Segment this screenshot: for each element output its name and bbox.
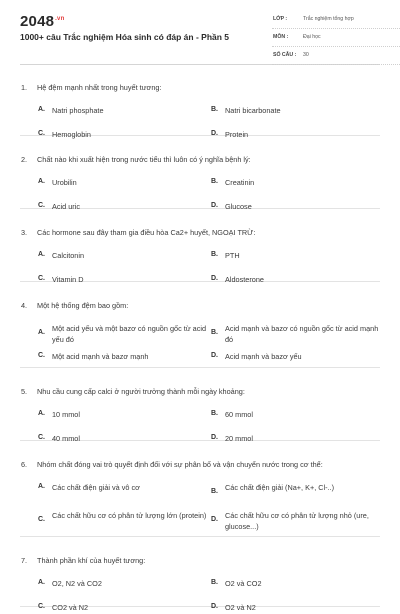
option-letter: C. [38,434,45,441]
option-letter: A. [38,106,45,113]
option-text: Vitamin D [52,275,84,284]
option-letter: D. [211,603,218,610]
question-number: 4. [21,301,28,310]
option-text: 60 mmol [225,410,253,419]
question-4 [20,282,380,368]
option-text: Các chất điện giải (Na+, K+, Cl-..) [225,483,335,492]
option-text: Protein [225,130,249,139]
option-text: Natri bicarbonate [225,106,281,115]
question-number: 3. [21,228,28,237]
meta-value: Trắc nghiệm tổng hợp [303,16,354,22]
option-letter: B. [211,178,218,185]
question-label: Một hệ thống đệm bao gồm: [37,301,129,310]
option-text: Calcitonin [52,251,85,260]
question-number: 7. [21,556,28,565]
question-7 [20,537,380,612]
option-text: Các chất hữu cơ có phân tử lượng lớn (protein) [52,511,207,520]
option-text: Creatinin [225,178,255,187]
question-number: 2. [21,155,28,164]
question-text [21,228,255,237]
option-letter: B. [211,106,218,113]
option-letter: D. [211,352,218,359]
question-text [21,83,161,92]
question-list [20,64,380,612]
option-letter: A. [38,483,45,490]
option-text: Acid uric [52,202,80,211]
option-text: Aldosterone [225,275,264,284]
option-letter: B. [211,579,218,586]
option-letter: B. [211,329,218,336]
option-letter: A. [38,178,45,185]
option-text: 10 mmol [52,410,80,419]
option-text: 20 mmol [225,434,253,443]
question-number: 1. [21,83,28,92]
question-3 [20,209,380,282]
document-header [20,0,380,65]
site-logo[interactable]: $2048^{.vn}$ [20,13,65,30]
question-label: Chất nào khi xuất hiện trong nước tiểu thì luôn có ý nghĩa bệnh lý: [37,155,251,164]
option-text: Các chất điện giải và vô cơ [52,483,140,492]
question-text [21,460,323,469]
option-text: Urobilin [52,178,77,187]
question-text [21,301,128,310]
question-2 [20,136,380,209]
document-title: 1000+ câu Trắc nghiệm Hóa sinh có đáp án - Phần 5 [20,32,230,42]
option-letter: C. [38,603,45,610]
question-label: Các hormone sau đây tham gia điều hòa Ca2+ huyết, NGOẠI TRỪ: [37,228,256,237]
option-letter: C. [38,352,45,359]
question-label: Nhóm chất đóng vai trò quyết định đối với sự phân bố và vận chuyển nước trong cơ thể: [37,460,323,469]
meta-label: MÔN : [273,34,289,40]
option-letter: C. [38,516,45,523]
option-letter: B. [211,410,218,417]
question-5 [20,368,380,441]
option-letter: B. [211,488,218,495]
question-text [21,556,145,565]
option-letter: A. [38,329,45,336]
question-number: 6. [21,460,28,469]
question-text [21,387,245,396]
question-1 [20,64,380,139]
option-text: CO2 và N2 [52,603,89,612]
question-label: Hệ đệm mạnh nhất trong huyết tương: [37,83,162,92]
option-letter: A. [38,579,45,586]
option-text: Một acid yếu và một bazơ có nguồn gốc từ acid yếu đó [52,324,207,344]
option-letter: C. [38,275,45,282]
meta-row-subject [272,32,400,47]
option-letter: C. [38,130,45,137]
meta-label: LỚP : [273,16,288,22]
option-text: Một acid mạnh và bazơ mạnh [52,352,149,361]
option-text: Các chất hữu cơ có phân tử lượng nhỏ (ure, glucose...) [225,511,369,531]
option-letter: D. [211,516,218,523]
option-text: O2 và N2 [225,603,256,612]
document-meta [272,14,400,68]
option-text: Natri phosphate [52,106,104,115]
option-letter: D. [211,202,218,209]
option-letter: D. [211,434,218,441]
question-label: Thành phần khí của huyết tương: [37,556,146,565]
option-text: Hemoglobin [52,130,91,139]
option-letter: D. [211,275,218,282]
meta-row-class [272,14,400,29]
option-text: O2, N2 và CO2 [52,579,102,588]
meta-value: 30 [303,52,309,58]
meta-label: SỐ CÂU : [273,52,297,58]
option-letter: A. [38,410,45,417]
option-letter: D. [211,130,218,137]
meta-value: Đại học [303,34,321,40]
question-number: 5. [21,387,28,396]
option-text: Glucose [225,202,252,211]
option-letter: C. [38,202,45,209]
option-text: O2 và CO2 [225,579,262,588]
option-letter: A. [38,251,45,258]
option-text: Acid mạnh và bazơ có nguồn gốc từ acid mạnh đó [225,324,379,344]
question-text [21,155,251,164]
question-6 [20,441,380,537]
meta-row-count [272,50,400,65]
option-text: 40 mmol [52,434,80,443]
question-label: Nhu cầu cung cấp calci ở người trưởng thành mỗi ngày khoảng: [37,387,245,396]
option-text: PTH [225,251,240,260]
option-text: Acid mạnh và bazơ yếu [225,352,302,361]
option-letter: B. [211,251,218,258]
